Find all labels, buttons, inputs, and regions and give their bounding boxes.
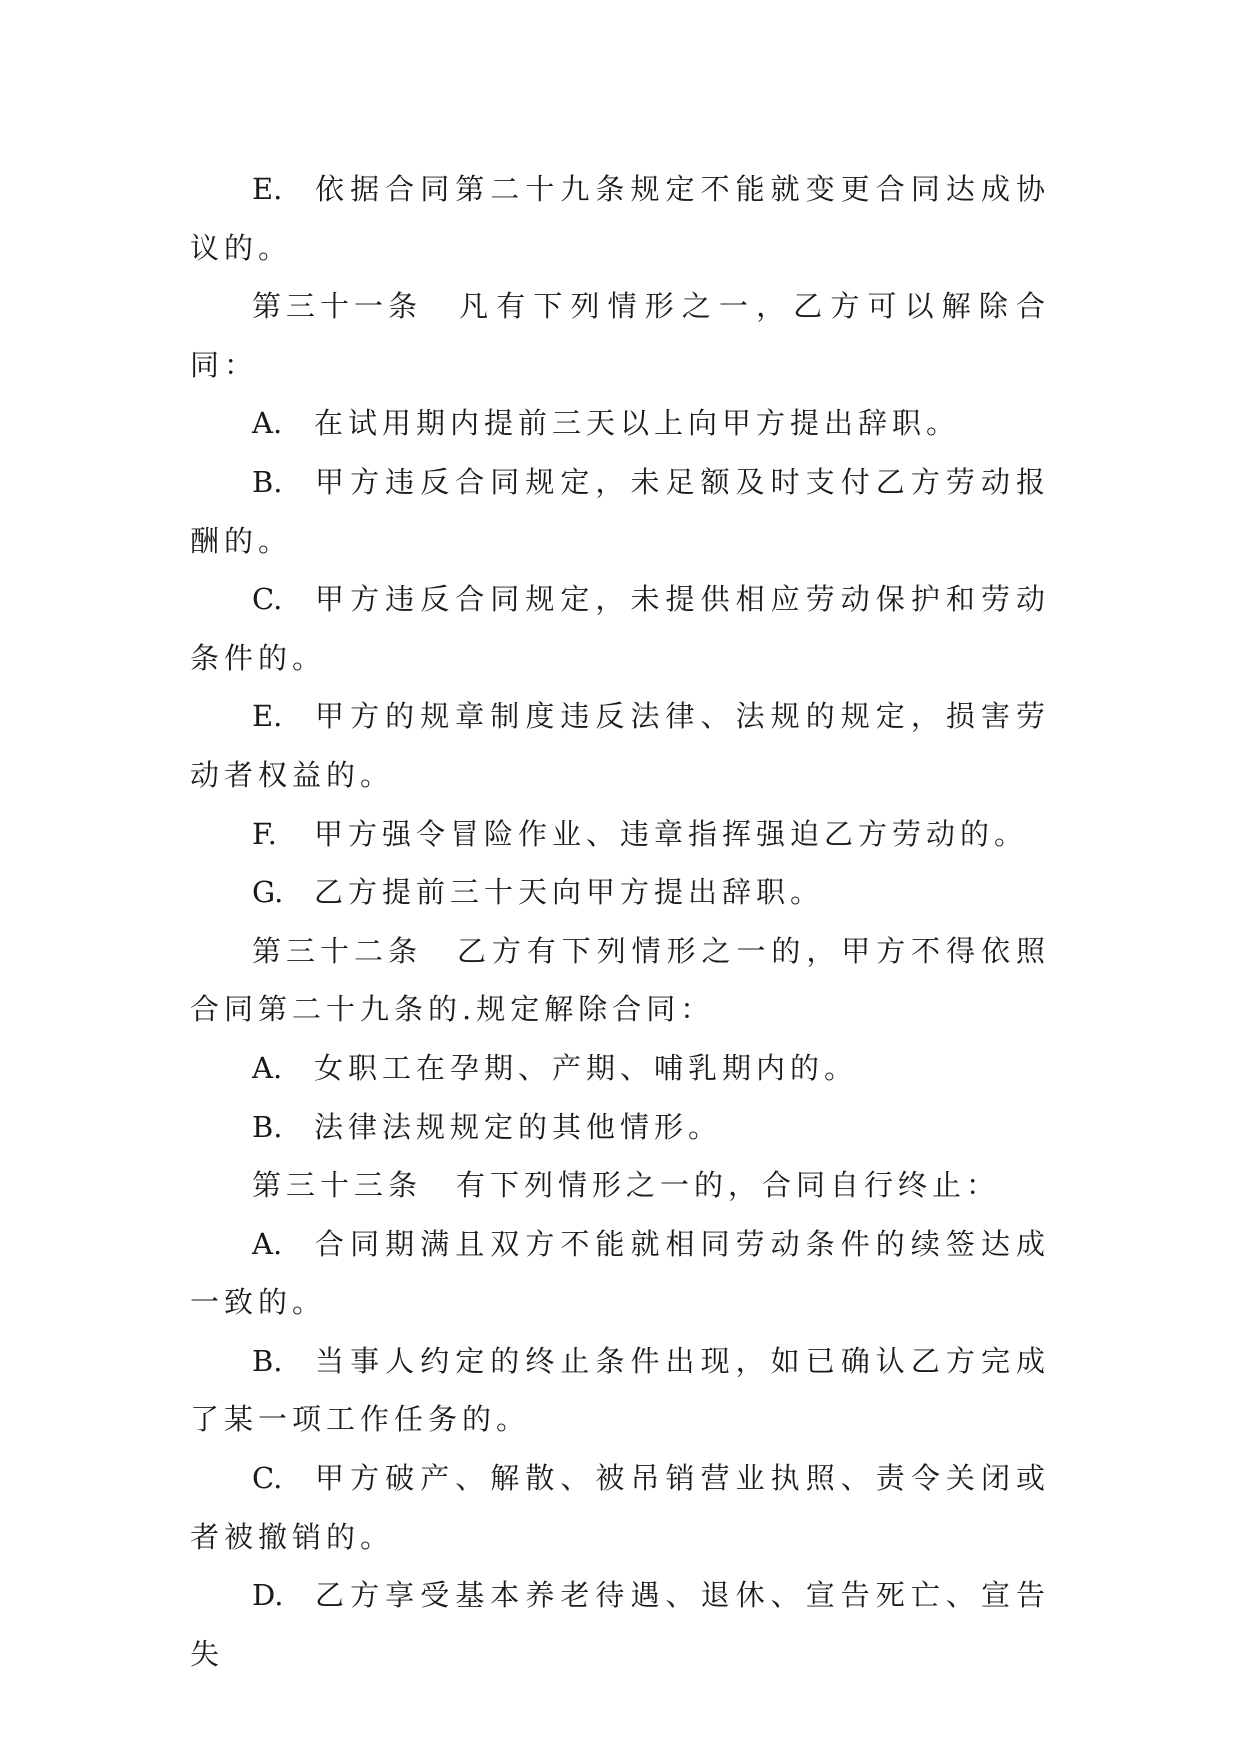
item-paragraph bbox=[190, 805, 1050, 864]
item-paragraph bbox=[190, 863, 1050, 922]
item-marker: D. bbox=[252, 1578, 284, 1613]
item-text: 甲方破产、解散、被吊销营业执照、责令关闭或者被撤销的。 bbox=[190, 1461, 1050, 1554]
item-marker: A. bbox=[252, 406, 283, 441]
item-marker: B. bbox=[252, 1109, 283, 1144]
item-marker: B. bbox=[252, 1343, 283, 1378]
item-text: 甲方违反合同规定，未足额及时支付乙方劳动报酬的。 bbox=[190, 464, 1050, 558]
item-marker: E. bbox=[252, 699, 283, 734]
item-text: 乙方提前三十天向甲方提出辞职。 bbox=[314, 875, 825, 910]
item-paragraph bbox=[190, 1098, 1050, 1157]
article-heading bbox=[190, 1156, 1050, 1215]
article-text: 有下列情形之一的，合同自行终止： bbox=[456, 1168, 1001, 1203]
item-marker: A. bbox=[252, 1050, 283, 1085]
item-text: 乙方享受基本养老待遇、退休、宣告死亡、宣告失 bbox=[190, 1578, 1050, 1671]
article-number: 第三十一条 bbox=[252, 289, 423, 324]
item-text: 当事人约定的终止条件出现，如已确认乙方完成了某一项工作任务的。 bbox=[190, 1343, 1050, 1437]
item-paragraph bbox=[190, 1566, 1050, 1683]
item-paragraph bbox=[190, 1215, 1050, 1332]
item-marker: C. bbox=[252, 1461, 283, 1496]
article-heading bbox=[190, 277, 1050, 394]
article-number: 第三十三条 bbox=[252, 1168, 423, 1203]
item-text: 在试用期内提前三天以上向甲方提出辞职。 bbox=[314, 406, 961, 441]
item-paragraph bbox=[190, 394, 1050, 453]
item-paragraph bbox=[190, 687, 1050, 804]
article-heading bbox=[190, 922, 1050, 1039]
item-text: 女职工在孕期、产期、哺乳期内的。 bbox=[314, 1050, 859, 1085]
item-marker: F. bbox=[252, 816, 277, 851]
item-marker: B. bbox=[252, 464, 283, 499]
item-text: 甲方违反合同规定，未提供相应劳动保护和劳动条件的。 bbox=[190, 582, 1050, 675]
item-text: 法律法规规定的其他情形。 bbox=[314, 1109, 723, 1144]
item-marker: G. bbox=[252, 875, 284, 910]
item-text: 依据合同第二十九条规定不能就变更合同达成协议的。 bbox=[190, 172, 1050, 265]
item-paragraph bbox=[190, 1449, 1050, 1566]
article-text: 乙方有下列情形之一的，甲方不得依照合同第二十九条的.规定解除合同： bbox=[190, 933, 1050, 1027]
item-marker: E. bbox=[252, 172, 283, 206]
item-paragraph bbox=[190, 570, 1050, 687]
item-text: 甲方强令冒险作业、违章指挥强迫乙方劳动的。 bbox=[314, 816, 1029, 851]
article-number: 第三十二条 bbox=[252, 933, 423, 968]
item-text: 甲方的规章制度违反法律、法规的规定，损害劳动者权益的。 bbox=[190, 699, 1050, 792]
item-marker: A. bbox=[252, 1226, 283, 1261]
item-paragraph bbox=[190, 453, 1050, 570]
item-text: 合同期满且双方不能就相同劳动条件的续签达成一致的。 bbox=[190, 1226, 1050, 1320]
document-page bbox=[190, 160, 1050, 1683]
item-marker: C. bbox=[252, 582, 283, 617]
item-paragraph bbox=[190, 160, 1050, 277]
item-paragraph bbox=[190, 1332, 1050, 1449]
item-paragraph bbox=[190, 1039, 1050, 1098]
article-text: 凡有下列情形之一，乙方可以解除合同： bbox=[190, 289, 1050, 382]
